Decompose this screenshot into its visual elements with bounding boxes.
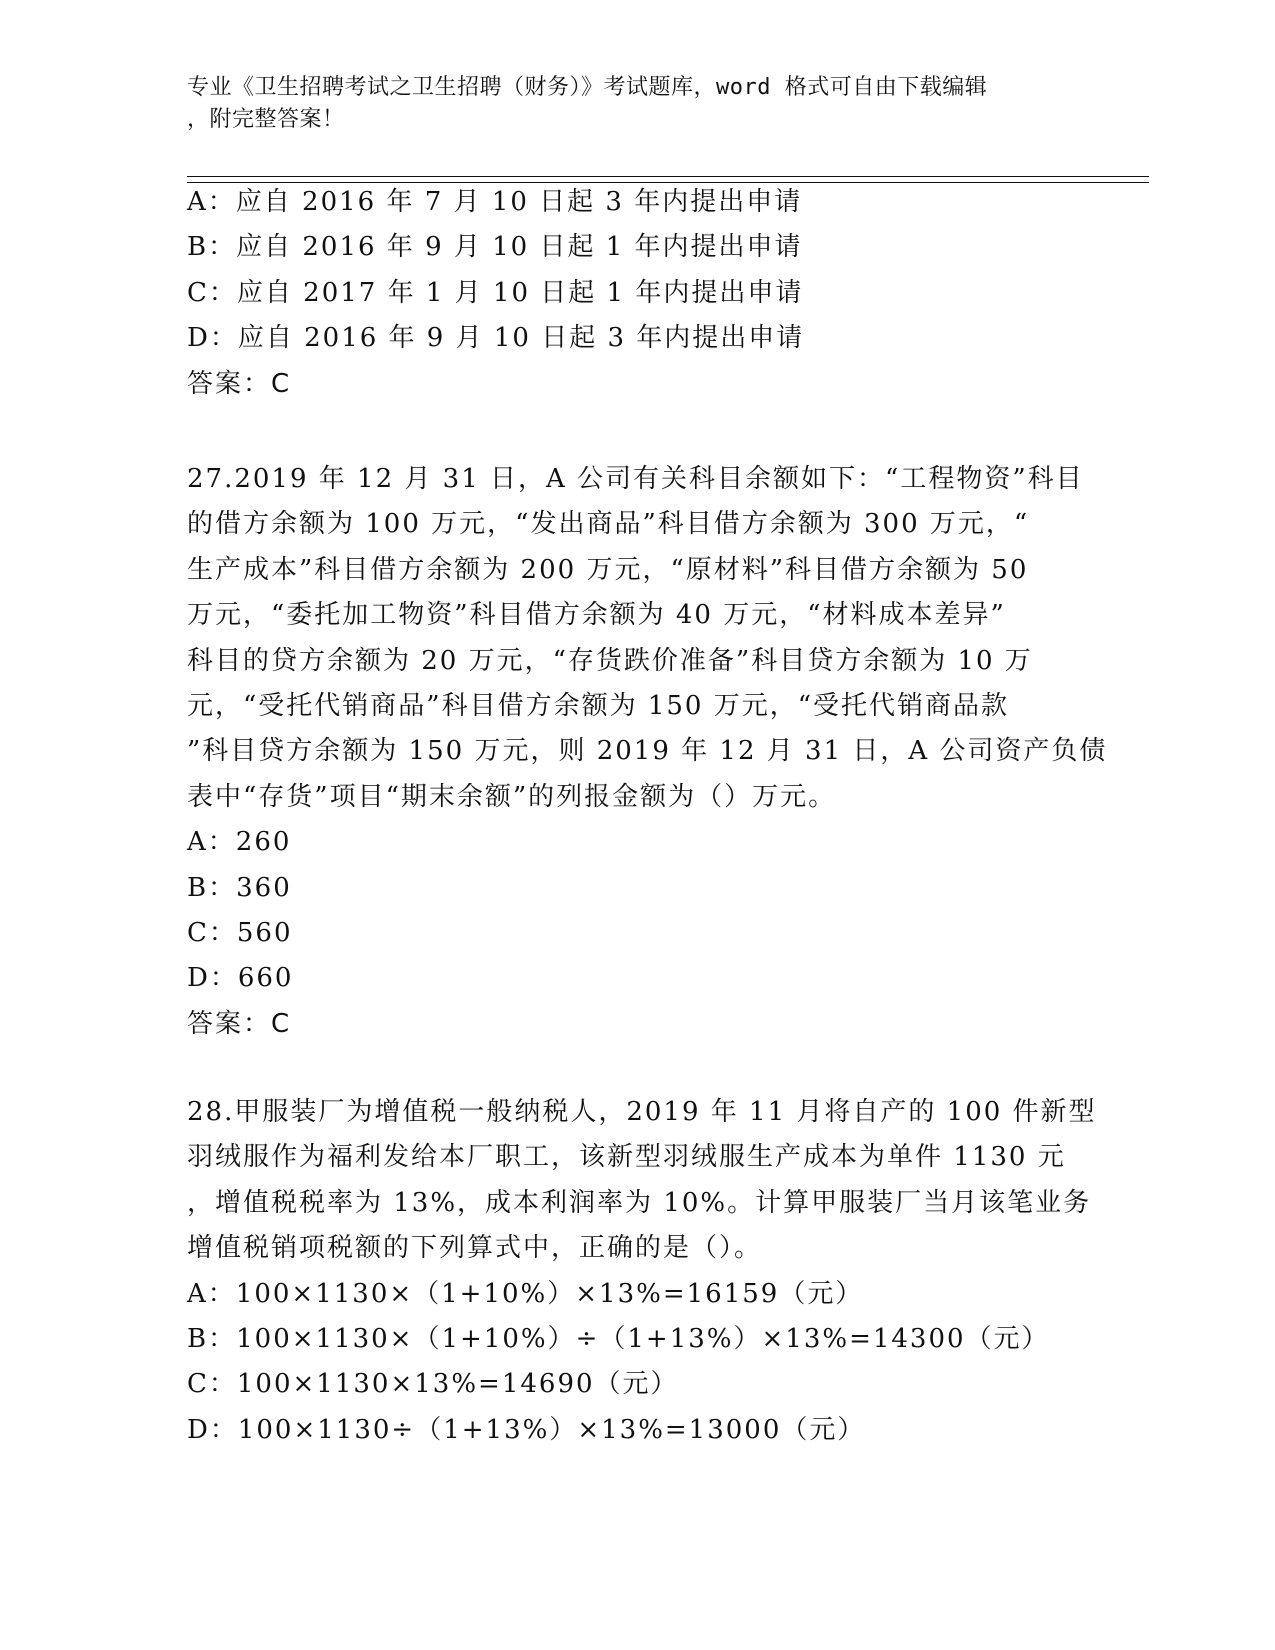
answer-line: 答案：C — [187, 1008, 292, 1039]
option-d: D：660 — [187, 963, 294, 994]
question-stem-line: 表中“存货”项目“期末余额”的列报金额为（）万元。 — [187, 781, 837, 812]
question-stem-line: 27.2019 年 12 月 31 日，A 公司有关科目余额如下：“工程物资”科目 — [187, 464, 1084, 494]
option-a: A：100×1130×（1+10%）×13%=16159（元） — [187, 1278, 864, 1309]
option-b: B：360 — [187, 872, 292, 903]
header-line-2: ，附完整答案！ — [187, 107, 345, 132]
option-a: A：应自 2016 年 7 月 10 日起 3 年内提出申请 — [187, 187, 803, 217]
option-c: C：应自 2017 年 1 月 10 日起 1 年内提出申请 — [187, 277, 804, 308]
question-stem-line: ”科目贷方余额为 150 万元，则 2019 年 12 月 31 日，A 公司资产负债 — [187, 736, 1108, 767]
question-27-section — [187, 457, 1108, 1047]
question-28-section — [187, 1090, 1097, 1453]
option-c: C：100×1130×13%=14690（元） — [187, 1369, 679, 1400]
question-26-section — [187, 180, 1067, 407]
option-b: B：应自 2016 年 9 月 10 日起 1 年内提出申请 — [187, 232, 803, 263]
option-d: D：100×1130÷（1+13%）×13%=13000（元） — [187, 1414, 866, 1445]
option-a: A：260 — [187, 827, 292, 858]
question-stem-line: 生产成本”科目借方余额为 200 万元，“原材料”科目借方余额为 50 — [187, 554, 1029, 585]
option-c: C：560 — [187, 917, 293, 948]
answer-line: 答案：C — [187, 368, 292, 399]
header-divider-top — [187, 176, 1149, 177]
question-stem-line: 羽绒服作为福利发给本厂职工，该新型羽绒服生产成本为单件 1130 元 — [187, 1142, 1066, 1173]
option-d: D：应自 2016 年 9 月 10 日起 3 年内提出申请 — [187, 323, 805, 354]
option-b: B：100×1130×（1+10%）÷（1+13%）×13%=14300（元） — [187, 1323, 1050, 1354]
question-stem-line: ，增值税税率为 13%，成本利润率为 10%。计算甲服装厂当月该笔业务 — [187, 1187, 1092, 1218]
question-stem-line: 的借方余额为 100 万元，“发出商品”科目借方余额为 300 万元，“ — [187, 509, 1030, 540]
question-stem-line: 万元，“委托加工物资”科目借方余额为 40 万元，“材料成本差异” — [187, 600, 1006, 631]
document-header — [187, 72, 1067, 136]
question-stem-line: 增值税销项税额的下列算式中，正确的是（）。 — [187, 1233, 763, 1264]
question-stem-line: 科目的贷方余额为 20 万元，“存货跌价准备”科目贷方余额为 10 万 — [187, 645, 1033, 676]
question-stem-line: 28.甲服装厂为增值税一般纳税人，2019 年 11 月将自产的 100 件新型 — [187, 1097, 1097, 1127]
question-stem-line: 元，“受托代销商品”科目借方余额为 150 万元，“受托代销商品款 — [187, 690, 1010, 721]
header-line-1: 专业《卫生招聘考试之卫生招聘（财务）》考试题库，word 格式可自由下载编辑 — [187, 75, 988, 100]
